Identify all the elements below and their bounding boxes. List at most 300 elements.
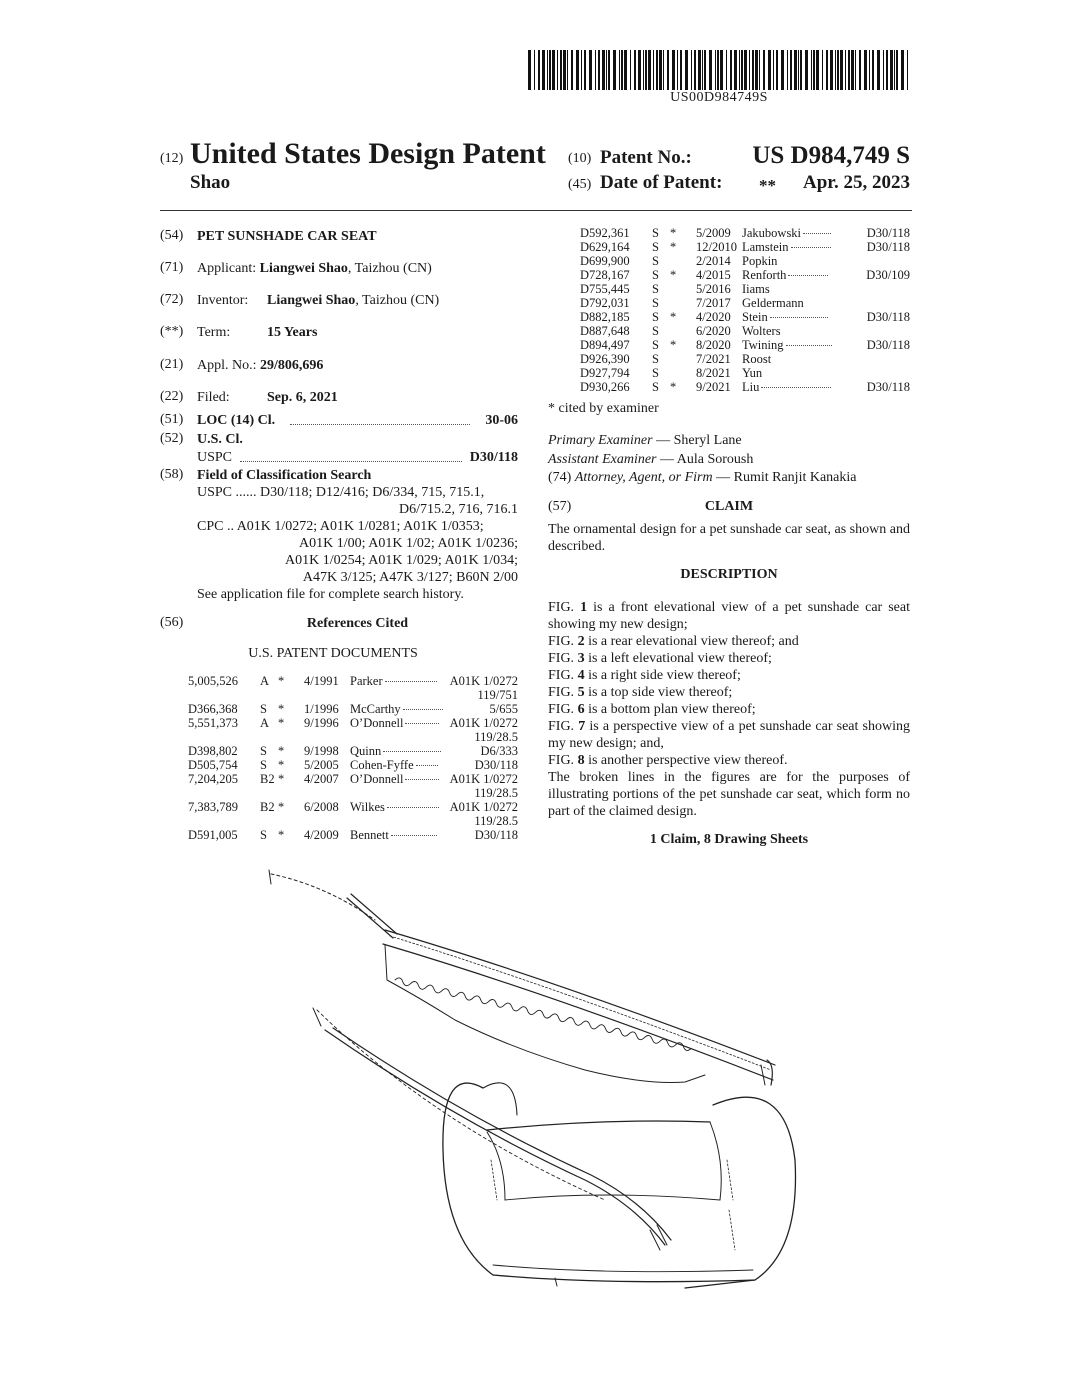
ref-name: O’Donnell — [350, 772, 404, 786]
ref-kind: S — [652, 352, 659, 366]
barcode-bar — [822, 50, 823, 90]
fig-number: 5 — [577, 685, 585, 700]
code-58: (58) — [160, 467, 184, 482]
ref-number: D926,390 — [580, 352, 630, 366]
leader-dots — [405, 779, 439, 780]
ref-kind: S — [652, 268, 659, 282]
reference-row — [580, 366, 910, 380]
ref-class: A01K 1/0272 — [449, 800, 518, 814]
barcode-bar — [672, 50, 675, 90]
code-57: (57) — [548, 499, 572, 514]
reference-row — [580, 352, 910, 366]
barcode-bar — [835, 50, 836, 90]
barcode-bar — [567, 50, 568, 90]
ref-kind: S — [652, 366, 659, 380]
ref-class: D6/333 — [480, 744, 518, 758]
fig-text: is another perspective view thereof. — [584, 753, 788, 768]
barcode-bar — [790, 50, 792, 90]
ref-date: 7/2017 — [696, 296, 731, 310]
cpc-3: A01K 1/0254; A01K 1/029; A01K 1/034; — [285, 553, 518, 568]
ref-number: D592,361 — [580, 226, 630, 240]
barcode-bar — [528, 50, 531, 90]
ref-date: 8/2021 — [696, 366, 731, 380]
ref-class: 5/655 — [489, 702, 518, 716]
ref-class: D30/118 — [866, 380, 910, 394]
header-rule — [160, 210, 912, 211]
reference-row — [188, 828, 518, 842]
applicant-name: Liangwei Shao — [259, 261, 348, 276]
fig-number: 2 — [577, 634, 585, 649]
ref-name: Yun — [742, 366, 763, 380]
barcode-bar — [840, 50, 843, 90]
reference-row — [580, 338, 910, 352]
ref-kind: A — [260, 674, 270, 688]
barcode-bar — [608, 50, 610, 90]
ref-kind: S — [652, 324, 659, 338]
references-title: References Cited — [306, 616, 409, 631]
ref-subclass: 119/28.5 — [474, 730, 518, 744]
fig-text: is a front elevational view of a pet sunshade car seat showing my new design; — [548, 600, 910, 632]
ref-name: Quinn — [350, 744, 382, 758]
fig-text: is a rear elevational view thereof; and — [584, 634, 799, 649]
ref-star: * — [278, 828, 285, 842]
ref-number: 5,005,526 — [188, 674, 238, 688]
barcode-bar — [717, 50, 719, 90]
barcode-bar — [560, 50, 562, 90]
barcode-bar — [630, 50, 631, 90]
barcode-bar — [538, 50, 540, 90]
fig-text: is a left elevational view thereof; — [584, 651, 772, 666]
barcode-bar — [741, 50, 743, 90]
leader-dots — [405, 723, 439, 724]
patent-no-label: Patent No.: — [600, 147, 692, 168]
ref-name: Parker — [350, 674, 383, 688]
barcode-bar — [715, 50, 716, 90]
code-72: (72) — [160, 292, 184, 307]
barcode-bar — [619, 50, 620, 90]
ref-star: * — [278, 716, 285, 730]
ref-class: A01K 1/0272 — [449, 716, 518, 730]
ref-kind: S — [652, 296, 659, 310]
description-line — [548, 599, 910, 633]
attorney-label: Attorney, Agent, or Firm — [574, 470, 713, 485]
appl-label: Appl. No.: — [197, 358, 257, 373]
description-line — [548, 633, 910, 650]
reference-row — [188, 674, 518, 688]
inventor-label: Inventor: — [197, 293, 249, 308]
reference-row — [580, 226, 910, 240]
code-21: (21) — [160, 357, 184, 372]
reference-row — [188, 744, 518, 758]
inventor-location: , Taizhou (CN) — [355, 293, 440, 308]
leader-dots — [761, 387, 831, 388]
date-label: Date of Patent: — [600, 172, 723, 193]
ref-star: * — [670, 310, 677, 324]
ref-kind: S — [260, 702, 267, 716]
reference-row — [188, 758, 518, 772]
loc-leader — [290, 424, 470, 425]
code-22: (22) — [160, 389, 184, 404]
assistant-examiner — [548, 451, 753, 468]
barcode-bar — [813, 50, 815, 90]
ref-star: * — [670, 268, 677, 282]
ref-number: D792,031 — [580, 296, 630, 310]
reference-row — [580, 240, 910, 254]
barcode-bar — [613, 50, 616, 90]
barcode-bar — [805, 50, 808, 90]
reference-row — [580, 282, 910, 296]
ref-number: D366,368 — [188, 702, 238, 716]
code-56: (56) — [160, 615, 184, 630]
assistant-name: — Aula Soroush — [656, 452, 754, 467]
barcode-bar — [549, 50, 551, 90]
barcode-bar — [872, 50, 874, 90]
reference-subclass-row — [188, 688, 518, 702]
ref-name: Popkin — [742, 254, 778, 268]
fig-text: is a bottom plan view thereof; — [584, 702, 756, 717]
ref-name: Stein — [742, 310, 768, 324]
ref-number: D699,900 — [580, 254, 630, 268]
ref-class: A01K 1/0272 — [449, 674, 518, 688]
barcode-bar — [730, 50, 732, 90]
ref-date: 5/2005 — [304, 758, 339, 772]
barcode-bar — [800, 50, 802, 90]
ref-kind: A — [260, 716, 270, 730]
ref-name: Jakubowski — [742, 226, 802, 240]
ref-star: * — [670, 338, 677, 352]
inventor-short: Shao — [190, 172, 231, 193]
description-line — [548, 667, 910, 684]
ref-star: * — [278, 758, 285, 772]
assistant-label: Assistant Examiner — [548, 452, 657, 467]
fig-prefix: FIG. — [548, 651, 578, 666]
ref-date: 9/2021 — [696, 380, 731, 394]
ref-number: D882,185 — [580, 310, 630, 324]
barcode-bar — [643, 50, 644, 90]
leader-dots — [383, 751, 441, 752]
barcode-bar — [547, 50, 548, 90]
barcode-bar — [749, 50, 750, 90]
ref-kind: S — [652, 338, 659, 352]
loc-value: 30-06 — [485, 413, 518, 428]
barcode-bar — [776, 50, 778, 90]
barcode-bar — [787, 50, 788, 90]
ref-date: 1/1996 — [304, 702, 339, 716]
left-references-table — [188, 674, 518, 842]
ref-name: Wilkes — [350, 800, 385, 814]
ref-star: * — [278, 800, 285, 814]
fig-number: 4 — [577, 668, 585, 683]
patent-date: Apr. 25, 2023 — [803, 172, 910, 193]
ref-number: 7,383,789 — [188, 800, 238, 814]
reference-subclass-row — [188, 786, 518, 800]
reference-row — [188, 716, 518, 730]
code-71: (71) — [160, 260, 184, 275]
barcode-bar — [571, 50, 573, 90]
right-references-table — [580, 226, 910, 394]
reference-row — [188, 772, 518, 786]
barcode-bar — [886, 50, 888, 90]
fig-number: 7 — [578, 719, 586, 734]
fig-number: 6 — [577, 702, 585, 717]
barcode-bar — [755, 50, 758, 90]
barcode-bar — [811, 50, 812, 90]
reference-subclass-row — [188, 730, 518, 744]
us-patent-documents: U.S. PATENT DOCUMENTS — [248, 646, 418, 661]
ref-star: * — [278, 702, 285, 716]
barcode-bar — [907, 50, 908, 90]
ref-class: D30/109 — [866, 268, 910, 282]
barcode-bar — [781, 50, 784, 90]
appl-number: 29/806,696 — [260, 358, 324, 373]
ref-number: D927,794 — [580, 366, 630, 380]
code-10: (10) — [568, 151, 592, 166]
ref-number: D591,005 — [188, 828, 238, 842]
ref-date: 2/2014 — [696, 254, 731, 268]
primary-name: — Sheryl Lane — [652, 433, 742, 448]
fig-text: is a right side view thereof; — [584, 668, 741, 683]
barcode-bar — [901, 50, 904, 90]
barcode — [528, 50, 910, 90]
fig-prefix: FIG. — [548, 685, 578, 700]
fig-prefix: FIG. — [548, 702, 578, 717]
pet-sunshade-car-seat-drawing — [255, 860, 815, 1320]
ref-kind: S — [652, 254, 659, 268]
barcode-bar — [702, 50, 703, 90]
reference-row — [580, 254, 910, 268]
ref-date: 9/1998 — [304, 744, 339, 758]
barcode-bar — [667, 50, 669, 90]
leader-dots — [416, 765, 438, 766]
leader-dots — [403, 709, 443, 710]
barcode-bar — [768, 50, 771, 90]
barcode-bar — [659, 50, 662, 90]
ref-name: Roost — [742, 352, 772, 366]
applicant-location: , Taizhou (CN) — [347, 261, 432, 276]
barcode-bar — [589, 50, 592, 90]
code-52: (52) — [160, 431, 184, 446]
ref-kind: S — [260, 828, 267, 842]
ref-class: A01K 1/0272 — [449, 772, 518, 786]
barcode-bar — [752, 50, 754, 90]
patent-number: US D984,749 S — [752, 142, 910, 169]
code-54: (54) — [160, 228, 184, 243]
fig-prefix: FIG. — [548, 634, 578, 649]
leader-dots — [770, 317, 828, 318]
ref-date: 4/1991 — [304, 674, 339, 688]
attorney-name: — Rumit Ranjit Kanakia — [712, 470, 857, 485]
barcode-bar — [763, 50, 765, 90]
ref-number: 7,204,205 — [188, 772, 238, 786]
ref-date: 5/2009 — [696, 226, 731, 240]
ref-class: D30/118 — [474, 828, 518, 842]
fig-text: is a top side view thereof; — [584, 685, 733, 700]
leader-dots — [387, 807, 439, 808]
claim-text: The ornamental design for a pet sunshade car seat, as shown and described. — [548, 522, 910, 554]
reference-row — [188, 702, 518, 716]
barcode-bar — [638, 50, 641, 90]
ref-name: Wolters — [742, 324, 781, 338]
ref-name: Lamstein — [742, 240, 789, 254]
reference-row — [580, 310, 910, 324]
ref-number: D629,164 — [580, 240, 630, 254]
ref-number: D505,754 — [188, 758, 238, 772]
cpc-2: A01K 1/00; A01K 1/02; A01K 1/0236; — [299, 536, 518, 551]
cpc-4: A47K 3/125; A47K 3/127; B60N 2/00 — [302, 570, 518, 585]
leader-dots — [385, 681, 437, 682]
field-uspc-1: USPC ...... D30/118; D12/416; D6/334, 715, 715.1, — [197, 485, 485, 500]
reference-subclass-row — [188, 814, 518, 828]
barcode-bar — [634, 50, 636, 90]
ref-name: McCarthy — [350, 702, 401, 716]
barcode-bar — [720, 50, 723, 90]
inventor-line — [267, 292, 439, 309]
barcode-bar — [595, 50, 596, 90]
barcode-bar — [845, 50, 846, 90]
ref-date: 6/2008 — [304, 800, 339, 814]
ref-date: 5/2016 — [696, 282, 731, 296]
barcode-bar — [869, 50, 870, 90]
barcode-bar — [563, 50, 566, 90]
barcode-bar — [624, 50, 627, 90]
cited-note: * cited by examiner — [548, 401, 659, 416]
ref-name: O’Donnell — [350, 716, 404, 730]
barcode-bar — [704, 50, 706, 90]
ref-star: * — [278, 674, 285, 688]
ref-star: * — [670, 226, 677, 240]
barcode-bar — [576, 50, 579, 90]
leader-dots — [786, 345, 832, 346]
ref-date: 6/2020 — [696, 324, 731, 338]
ref-star: * — [278, 744, 285, 758]
ref-star: * — [670, 380, 677, 394]
ref-date: 7/2021 — [696, 352, 731, 366]
barcode-bar — [648, 50, 651, 90]
code-12: (12) — [160, 151, 184, 166]
inventor-name: Liangwei Shao — [267, 293, 356, 308]
leader-dots — [391, 835, 437, 836]
ref-number: D398,802 — [188, 744, 238, 758]
field-label: Field of Classification Search — [197, 468, 372, 483]
ref-class: D30/118 — [474, 758, 518, 772]
fig-prefix: FIG. — [548, 600, 581, 615]
ref-date: 9/1996 — [304, 716, 339, 730]
fig-prefix: FIG. — [548, 668, 578, 683]
ref-kind: B2 — [260, 800, 275, 814]
uspc-leader — [240, 461, 462, 462]
ref-class: D30/118 — [866, 338, 910, 352]
fig-number: 1 — [580, 600, 588, 615]
reference-row — [580, 380, 910, 394]
barcode-bar — [709, 50, 712, 90]
description-line — [548, 684, 910, 701]
term-value: 15 Years — [267, 325, 318, 340]
barcode-bar — [557, 50, 558, 90]
ref-date: 4/2007 — [304, 772, 339, 786]
barcode-bar — [726, 50, 727, 90]
ref-name: Cohen-Fyffe — [350, 758, 414, 772]
barcode-bar — [896, 50, 898, 90]
ref-kind: S — [652, 380, 659, 394]
ref-star: * — [278, 772, 285, 786]
ref-number: D930,266 — [580, 380, 630, 394]
loc-label: LOC (14) Cl. — [197, 413, 276, 428]
date-marker: ** — [759, 176, 776, 195]
description-line — [548, 701, 910, 718]
ref-kind: B2 — [260, 772, 275, 786]
see-application: See application file for complete search history. — [197, 587, 464, 602]
ref-name: Iiams — [742, 282, 770, 296]
barcode-bar — [621, 50, 623, 90]
ref-subclass: 119/28.5 — [474, 786, 518, 800]
fig-number: 3 — [577, 651, 585, 666]
barcode-bar — [534, 50, 535, 90]
sheet-count: 1 Claim, 8 Drawing Sheets — [649, 832, 809, 847]
fig-prefix: FIG. — [548, 753, 578, 768]
barcode-bar — [855, 50, 856, 90]
ref-star: * — [670, 240, 677, 254]
barcode-bar — [798, 50, 799, 90]
barcode-bar — [734, 50, 737, 90]
ref-date: 4/2015 — [696, 268, 731, 282]
barcode-bar — [851, 50, 854, 90]
barcode-bar — [877, 50, 880, 90]
barcode-bar — [773, 50, 774, 90]
barcode-bar — [739, 50, 740, 90]
patent-type-title: United States Design Patent — [190, 137, 546, 170]
ref-kind: S — [652, 282, 659, 296]
leader-dots — [791, 247, 831, 248]
barcode-bar — [663, 50, 664, 90]
ref-kind: S — [260, 744, 267, 758]
barcode-bar — [680, 50, 682, 90]
broken-lines-note: The broken lines in the figures are for the purposes of illustrating portions of the pet sunshade car seat, which form no part of the claimed design. — [548, 770, 910, 819]
code-term: (**) — [160, 324, 184, 339]
ref-number: D894,497 — [580, 338, 630, 352]
ref-name: Geldermann — [742, 296, 804, 310]
term-label: Term: — [197, 325, 231, 340]
leader-dots — [803, 233, 831, 234]
barcode-bar — [826, 50, 828, 90]
barcode-bar — [602, 50, 605, 90]
applicant-label: Applicant: — [197, 261, 257, 276]
ref-number: D728,167 — [580, 268, 630, 282]
ref-number: D887,648 — [580, 324, 630, 338]
filed-date: Sep. 6, 2021 — [267, 390, 338, 405]
description-body — [548, 599, 910, 820]
barcode-bar — [864, 50, 867, 90]
barcode-bar — [542, 50, 545, 90]
uscl-label: U.S. Cl. — [197, 432, 243, 447]
reference-row — [580, 296, 910, 310]
barcode-bar — [598, 50, 600, 90]
ref-name: Twining — [742, 338, 784, 352]
applicant-line — [197, 260, 432, 277]
barcode-bar — [645, 50, 647, 90]
ref-date: 8/2020 — [696, 338, 731, 352]
ref-class: D30/118 — [866, 240, 910, 254]
ref-name: Renforth — [742, 268, 787, 282]
appl-line — [197, 357, 323, 374]
primary-examiner — [548, 432, 742, 449]
ref-number: D755,445 — [580, 282, 630, 296]
barcode-bar — [859, 50, 861, 90]
filed-label: Filed: — [197, 390, 230, 405]
reference-row — [188, 800, 518, 814]
ref-kind: S — [652, 310, 659, 324]
fig-prefix: FIG. — [548, 719, 579, 734]
ref-class: D30/118 — [866, 310, 910, 324]
